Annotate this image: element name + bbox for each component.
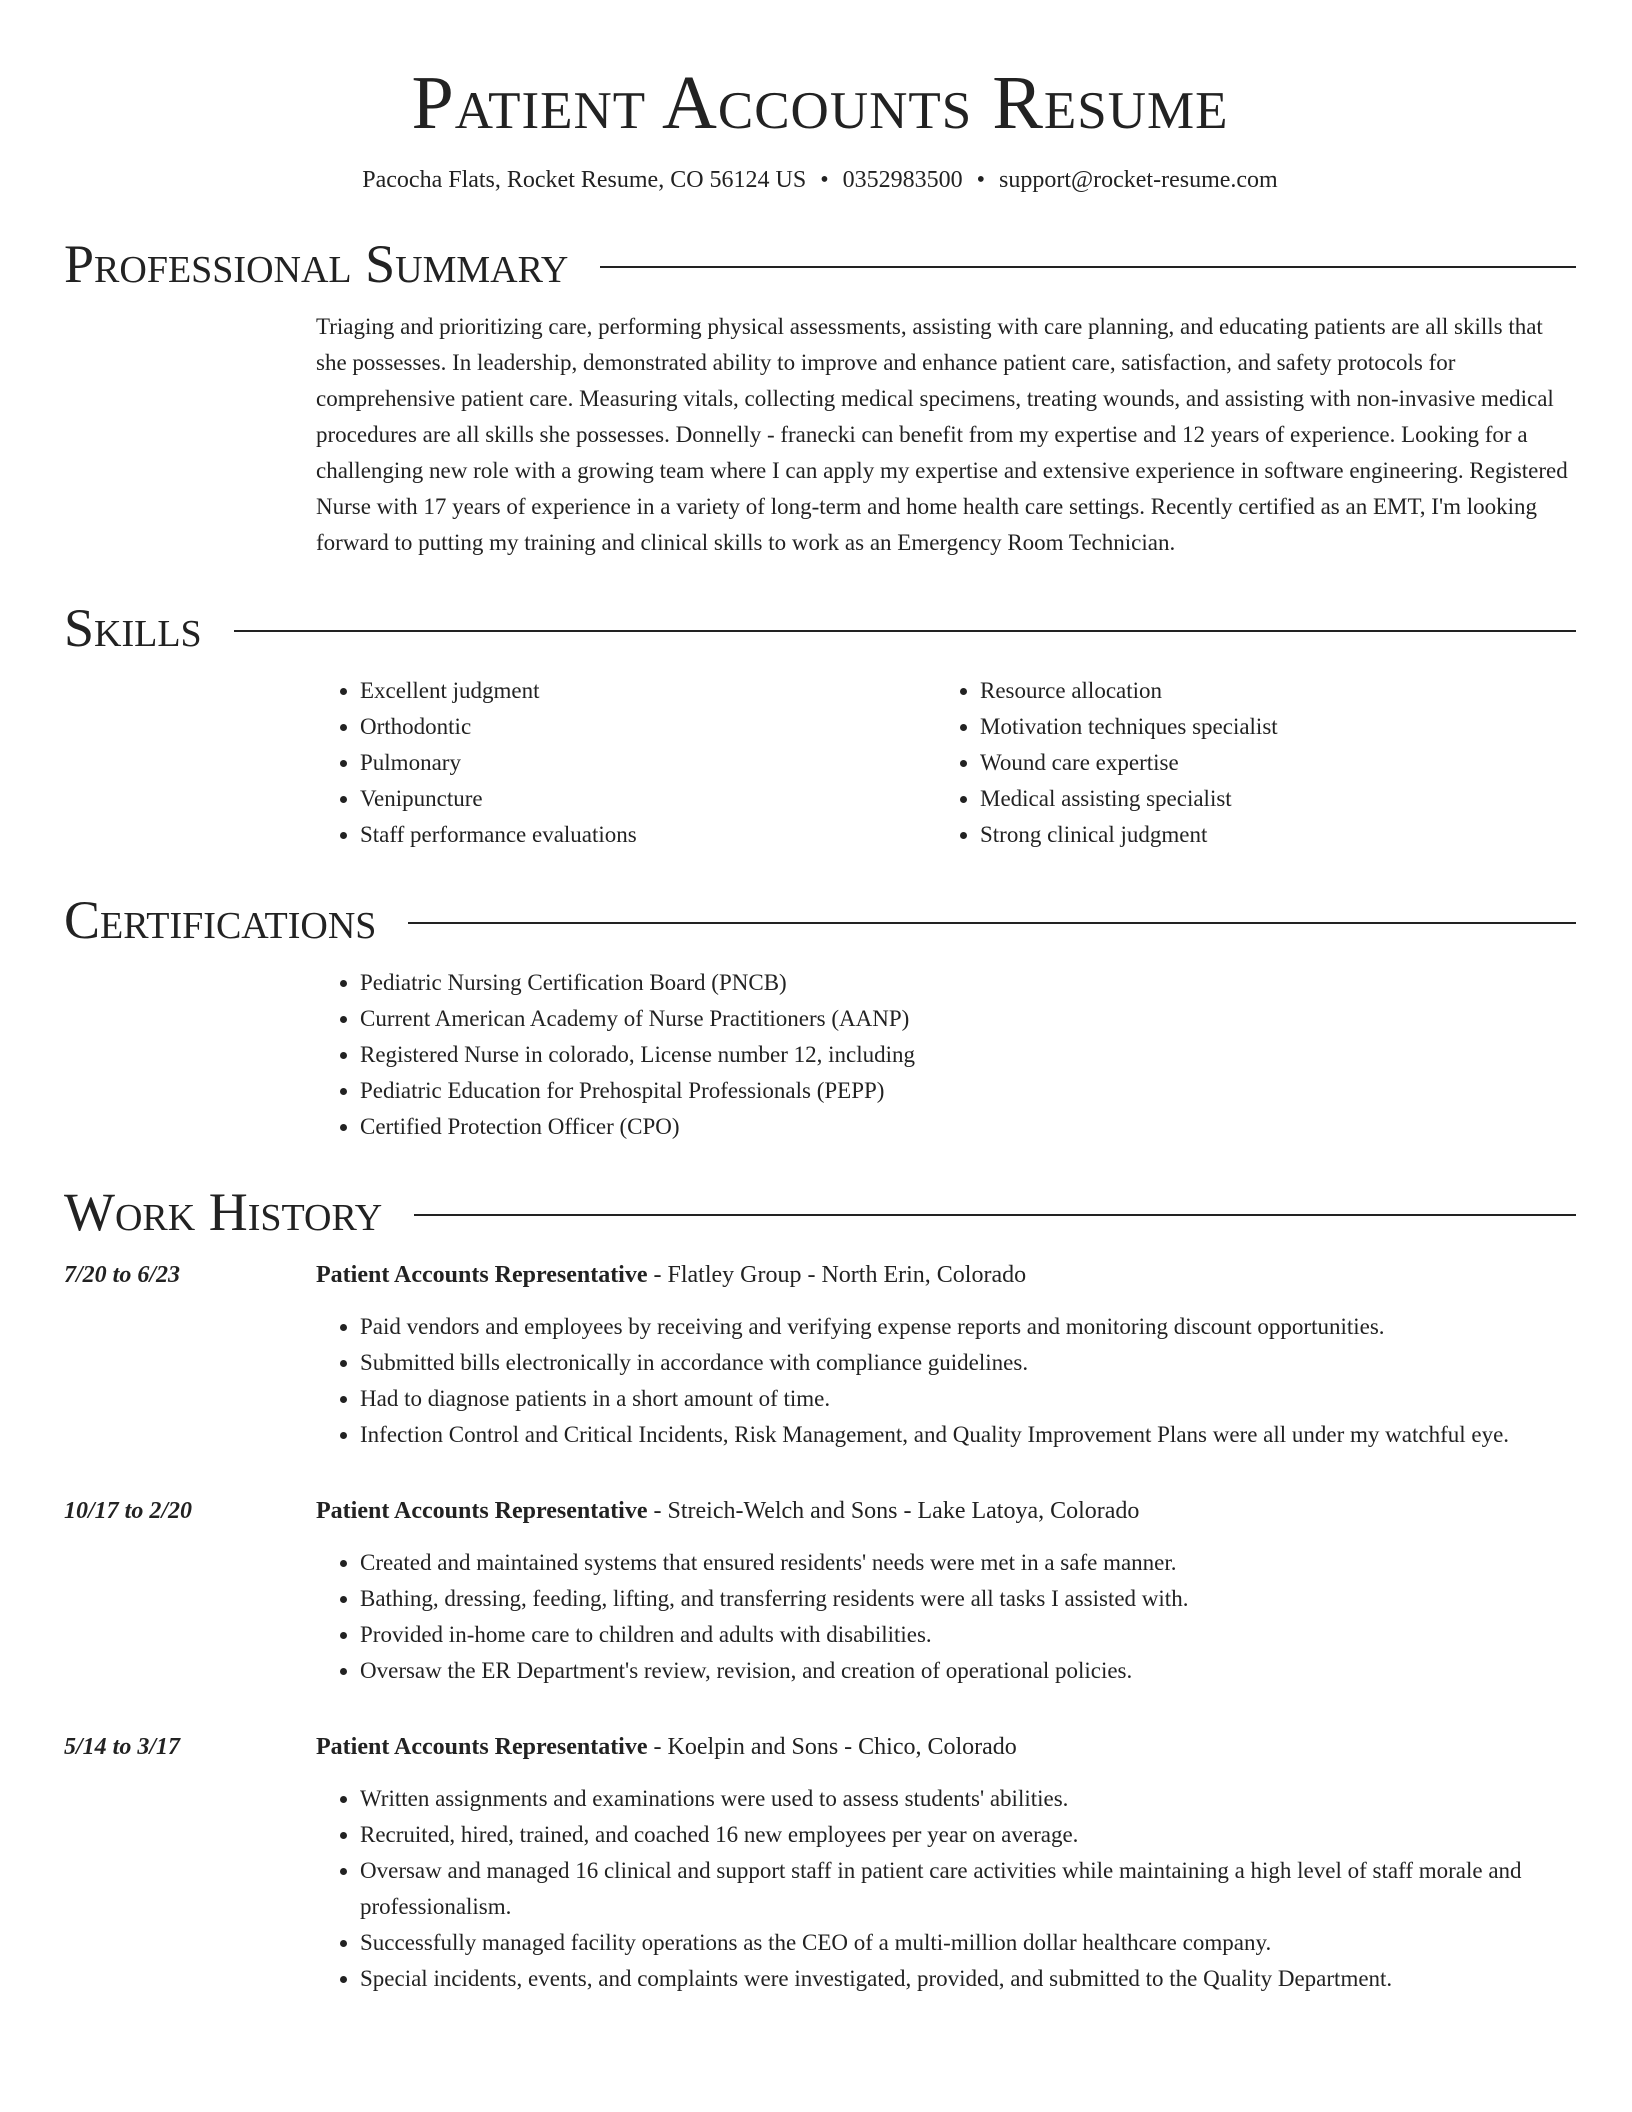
skill-item: • Staff performance evaluations bbox=[360, 817, 936, 853]
skills-grid bbox=[316, 673, 1576, 853]
certifications-list bbox=[316, 965, 1576, 1145]
skill-item: • Pulmonary bbox=[360, 745, 936, 781]
job-entry bbox=[64, 1729, 1576, 1997]
job-heading bbox=[316, 1493, 1576, 1529]
job-duty-item: • Bathing, dressing, feeding, lifting, and transferring residents were all tasks I assisted with. bbox=[360, 1581, 1576, 1617]
skills-column-left bbox=[316, 673, 936, 853]
summary-text: Triaging and prioritizing care, performing physical assessments, assisting with care planning, and educating patients are all skills that she possesses. In leadership, demonstrated ability to improve and enhance patient care, satisfaction, and safety protocols for comprehensive patient care. Measuring vitals, collecting medical specimens, treating wounds, and assisting with non-invasive medical procedures are all skills she possesses. Donnelly - franecki can benefit from my expertise and 12 years of experience. Looking for a challenging new role with a growing team where I can apply my expertise and extensive experience in software engineering. Registered Nurse with 17 years of experience in a variety of long-term and home health care settings. Recently certified as an EMT, I'm looking forward to putting my training and clinical skills to work as an Emergency Room Technician. bbox=[316, 313, 1568, 555]
job-entry bbox=[64, 1493, 1576, 1689]
job-duties-list bbox=[316, 1781, 1576, 1997]
section-divider bbox=[600, 266, 1576, 268]
section-divider bbox=[234, 630, 1576, 632]
job-duty-item: • Provided in-home care to children and adults with disabilities. bbox=[360, 1617, 1576, 1653]
skills-heading: Skills bbox=[64, 597, 202, 658]
certification-item: • Registered Nurse in colorado, License number 12, including bbox=[360, 1037, 1576, 1073]
certifications-header bbox=[64, 889, 1576, 950]
resume-title: Patient Accounts Resume bbox=[411, 61, 1229, 145]
skill-item: • Orthodontic bbox=[360, 709, 936, 745]
job-title: Patient Accounts Representative bbox=[316, 1733, 648, 1760]
job-duty-item: • Had to diagnose patients in a short amount of time. bbox=[360, 1381, 1576, 1417]
job-duty-item: • Successfully managed facility operations as the CEO of a multi-million dollar healthcare company. bbox=[360, 1925, 1576, 1961]
skill-item: • Excellent judgment bbox=[360, 673, 936, 709]
job-title: Patient Accounts Representative bbox=[316, 1261, 648, 1288]
summary-header bbox=[64, 233, 1576, 294]
work-history-section bbox=[64, 1181, 1576, 1997]
work-history-heading: Work History bbox=[64, 1181, 383, 1242]
skills-list-right bbox=[936, 673, 1556, 853]
certification-item: • Pediatric Education for Prehospital Professionals (PEPP) bbox=[360, 1073, 1576, 1109]
summary-heading: Professional Summary bbox=[64, 233, 569, 294]
section-divider bbox=[408, 922, 1576, 924]
job-entry bbox=[64, 1257, 1576, 1453]
skill-item: • Resource allocation bbox=[980, 673, 1556, 709]
skills-list-left bbox=[316, 673, 936, 853]
certification-item: • Current American Academy of Nurse Practitioners (AANP) bbox=[360, 1001, 1576, 1037]
summary-section bbox=[64, 233, 1576, 561]
work-history-header bbox=[64, 1181, 1576, 1242]
job-company: - Flatley Group - North Erin, Colorado bbox=[647, 1261, 1027, 1288]
job-duty-item: • Special incidents, events, and complaints were investigated, provided, and submitted to the Quality Department. bbox=[360, 1961, 1576, 1997]
skill-item: • Medical assisting specialist bbox=[980, 781, 1556, 817]
resume-page bbox=[64, 60, 1576, 1997]
skills-column-right bbox=[936, 673, 1556, 853]
contact-address: Pacocha Flats, Rocket Resume, CO 56124 US bbox=[362, 167, 807, 194]
skills-header bbox=[64, 597, 1576, 658]
job-duty-item: • Oversaw the ER Department's review, revision, and creation of operational policies. bbox=[360, 1653, 1576, 1689]
job-company: - Koelpin and Sons - Chico, Colorado bbox=[647, 1733, 1017, 1760]
skill-item: • Strong clinical judgment bbox=[980, 817, 1556, 853]
contact-phone: 0352983500 bbox=[842, 167, 963, 194]
job-title: Patient Accounts Representative bbox=[316, 1497, 648, 1524]
job-duties-list bbox=[316, 1545, 1576, 1689]
job-duty-item: • Created and maintained systems that ensured residents' needs were met in a safe manner. bbox=[360, 1545, 1576, 1581]
job-dates: 7/20 to 6/23 bbox=[64, 1261, 181, 1288]
contact-separator: • bbox=[976, 167, 986, 194]
job-duties-list bbox=[316, 1309, 1576, 1453]
contact-line bbox=[64, 165, 1576, 196]
job-duty-item: • Paid vendors and employees by receiving and verifying expense reports and monitoring discount opportunities. bbox=[360, 1309, 1576, 1345]
skill-item: • Wound care expertise bbox=[980, 745, 1556, 781]
job-heading bbox=[316, 1729, 1576, 1765]
skills-section bbox=[64, 597, 1576, 853]
job-duty-item: • Oversaw and managed 16 clinical and support staff in patient care activities while maintaining a high level of staff morale and professionalism. bbox=[360, 1853, 1576, 1925]
skill-item: • Motivation techniques specialist bbox=[980, 709, 1556, 745]
job-duty-item: • Submitted bills electronically in accordance with compliance guidelines. bbox=[360, 1345, 1576, 1381]
certification-item: • Pediatric Nursing Certification Board (PNCB) bbox=[360, 965, 1576, 1001]
skill-item: • Venipuncture bbox=[360, 781, 936, 817]
job-heading bbox=[316, 1257, 1576, 1293]
contact-email: support@rocket-resume.com bbox=[999, 167, 1278, 194]
job-duty-item: • Written assignments and examinations were used to assess students' abilities. bbox=[360, 1781, 1576, 1817]
job-company: - Streich-Welch and Sons - Lake Latoya, Colorado bbox=[647, 1497, 1140, 1524]
job-duty-item: • Recruited, hired, trained, and coached 16 new employees per year on average. bbox=[360, 1817, 1576, 1853]
job-duty-item: • Infection Control and Critical Incidents, Risk Management, and Quality Improvement Plans were all under my watchful eye. bbox=[360, 1417, 1576, 1453]
contact-separator: • bbox=[820, 167, 829, 194]
certifications-section bbox=[64, 889, 1576, 1145]
certifications-heading: Certifications bbox=[64, 889, 377, 950]
job-dates: 10/17 to 2/20 bbox=[64, 1497, 193, 1524]
section-divider bbox=[414, 1214, 1576, 1216]
certification-item: • Certified Protection Officer (CPO) bbox=[360, 1109, 1576, 1145]
job-dates: 5/14 to 3/17 bbox=[64, 1733, 181, 1760]
